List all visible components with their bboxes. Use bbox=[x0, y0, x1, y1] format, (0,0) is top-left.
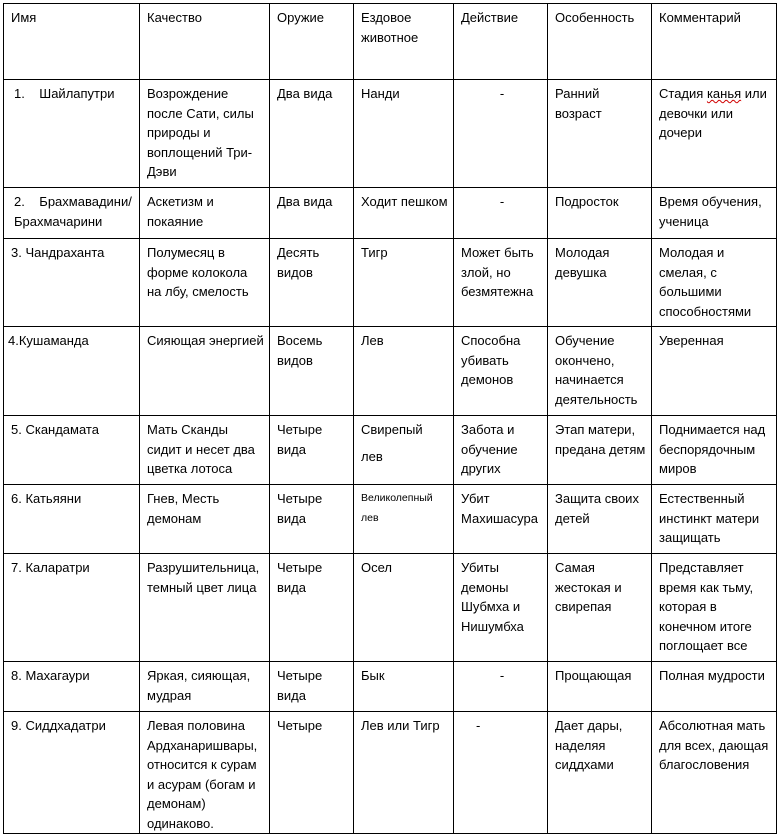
cell-comment: Молодая и смелая, с большими способностями bbox=[652, 239, 777, 327]
cell-comment: Абсолютная мать для всех, дающая благословения bbox=[652, 712, 777, 834]
cell-name: 6. Катьяяни bbox=[4, 485, 140, 554]
cell-action: Способна убивать демонов bbox=[454, 327, 548, 416]
cell-action: - bbox=[454, 712, 548, 834]
cell-mount bbox=[354, 416, 454, 485]
cell-weapon: Восемь видов bbox=[270, 327, 354, 416]
cell-name: 5. Скандамата bbox=[4, 416, 140, 485]
cell-mount: Нанди bbox=[354, 80, 454, 188]
cell-quality: Левая половина Ардханаришвары, относится к сурам и асурам (богам и демонам) одинаково. bbox=[140, 712, 270, 834]
cell-weapon: Четыре вида bbox=[270, 554, 354, 662]
table-row bbox=[4, 554, 777, 662]
table-row bbox=[4, 662, 777, 712]
cell-mount: Великолепный лев bbox=[354, 485, 454, 554]
header-comment: Комментарий bbox=[652, 4, 777, 80]
cell-quality: Полумесяц в форме колокола на лбу, смелость bbox=[140, 239, 270, 327]
header-action: Действие bbox=[454, 4, 548, 80]
cell-weapon: Четыре вида bbox=[270, 485, 354, 554]
comment-text-end: или девочки или дочери bbox=[659, 86, 767, 140]
cell-name: 9. Сиддхадатри bbox=[4, 712, 140, 834]
table-row bbox=[4, 239, 777, 327]
cell-mount: Ходит пешком bbox=[354, 188, 454, 239]
cell-quality: Гнев, Месть демонам bbox=[140, 485, 270, 554]
cell-comment bbox=[652, 80, 777, 188]
header-row bbox=[4, 4, 777, 80]
spellcheck-word: канья bbox=[706, 86, 742, 101]
table-row bbox=[4, 416, 777, 485]
cell-action: Убит Махишасура bbox=[454, 485, 548, 554]
cell-name: 1. Шайлапутри bbox=[4, 80, 140, 188]
cell-mount: Бык bbox=[354, 662, 454, 712]
cell-feature: Прощающая bbox=[548, 662, 652, 712]
cell-feature: Ранний возраст bbox=[548, 80, 652, 188]
cell-feature: Защита своих детей bbox=[548, 485, 652, 554]
cell-mount: Тигр bbox=[354, 239, 454, 327]
cell-comment: Естественный инстинкт матери защищать bbox=[652, 485, 777, 554]
cell-feature: Подросток bbox=[548, 188, 652, 239]
cell-weapon: Два вида bbox=[270, 188, 354, 239]
cell-action: - bbox=[454, 80, 548, 188]
table-row bbox=[4, 712, 777, 834]
cell-action: Может быть злой, но безмятежна bbox=[454, 239, 548, 327]
cell-action: Убиты демоны Шубмха и Нишумбха bbox=[454, 554, 548, 662]
cell-weapon: Четыре bbox=[270, 712, 354, 834]
header-weapon: Оружие bbox=[270, 4, 354, 80]
header-mount: Ездовое животное bbox=[354, 4, 454, 80]
cell-comment: Уверенная bbox=[652, 327, 777, 416]
mount-line-1: Свирепый bbox=[361, 422, 423, 437]
cell-comment: Полная мудрости bbox=[652, 662, 777, 712]
cell-quality: Сияющая энергией bbox=[140, 327, 270, 416]
cell-quality: Мать Сканды сидит и несет два цветка лотоса bbox=[140, 416, 270, 485]
cell-feature: Обучение окончено, начинается деятельность bbox=[548, 327, 652, 416]
deities-table bbox=[3, 3, 777, 834]
cell-name: 8. Махагаури bbox=[4, 662, 140, 712]
cell-weapon: Два вида bbox=[270, 80, 354, 188]
cell-feature: Этап матери, предана детям bbox=[548, 416, 652, 485]
cell-quality: Аскетизм и покаяние bbox=[140, 188, 270, 239]
cell-action: - bbox=[454, 662, 548, 712]
cell-mount: Лев bbox=[354, 327, 454, 416]
cell-feature: Дает дары, наделяя сиддхами bbox=[548, 712, 652, 834]
cell-name: 4.Кушаманда bbox=[4, 327, 140, 416]
mount-line-2: лев bbox=[361, 448, 383, 464]
cell-name: 7. Каларатри bbox=[4, 554, 140, 662]
table-row bbox=[4, 80, 777, 188]
table-row bbox=[4, 327, 777, 416]
header-name: Имя bbox=[4, 4, 140, 80]
header-feature: Особенность bbox=[548, 4, 652, 80]
cell-mount: Осел bbox=[354, 554, 454, 662]
cell-mount: Лев или Тигр bbox=[354, 712, 454, 834]
table-row bbox=[4, 485, 777, 554]
cell-quality: Яркая, сияющая, мудрая bbox=[140, 662, 270, 712]
cell-feature: Молодая девушка bbox=[548, 239, 652, 327]
header-quality: Качество bbox=[140, 4, 270, 80]
cell-quality: Разрушительница, темный цвет лица bbox=[140, 554, 270, 662]
cell-action: Забота и обучение других bbox=[454, 416, 548, 485]
cell-quality: Возрождение после Сати, силы природы и воплощений Три-Дэви bbox=[140, 80, 270, 188]
cell-name: 3. Чандраханта bbox=[4, 239, 140, 327]
cell-comment: Время обучения, ученица bbox=[652, 188, 777, 239]
cell-weapon: Четыре вида bbox=[270, 416, 354, 485]
comment-text-start: Стадия bbox=[659, 86, 707, 101]
cell-feature: Самая жестокая и свирепая bbox=[548, 554, 652, 662]
cell-name: 2. Брахмавадини/ Брахмачарини bbox=[4, 188, 140, 239]
cell-comment: Поднимается над беспорядочным миров bbox=[652, 416, 777, 485]
cell-action: - bbox=[454, 188, 548, 239]
cell-comment: Представляет время как тьму, которая в конечном итоге поглощает все bbox=[652, 554, 777, 662]
cell-weapon: Четыре вида bbox=[270, 662, 354, 712]
cell-weapon: Десять видов bbox=[270, 239, 354, 327]
table-row bbox=[4, 188, 777, 239]
